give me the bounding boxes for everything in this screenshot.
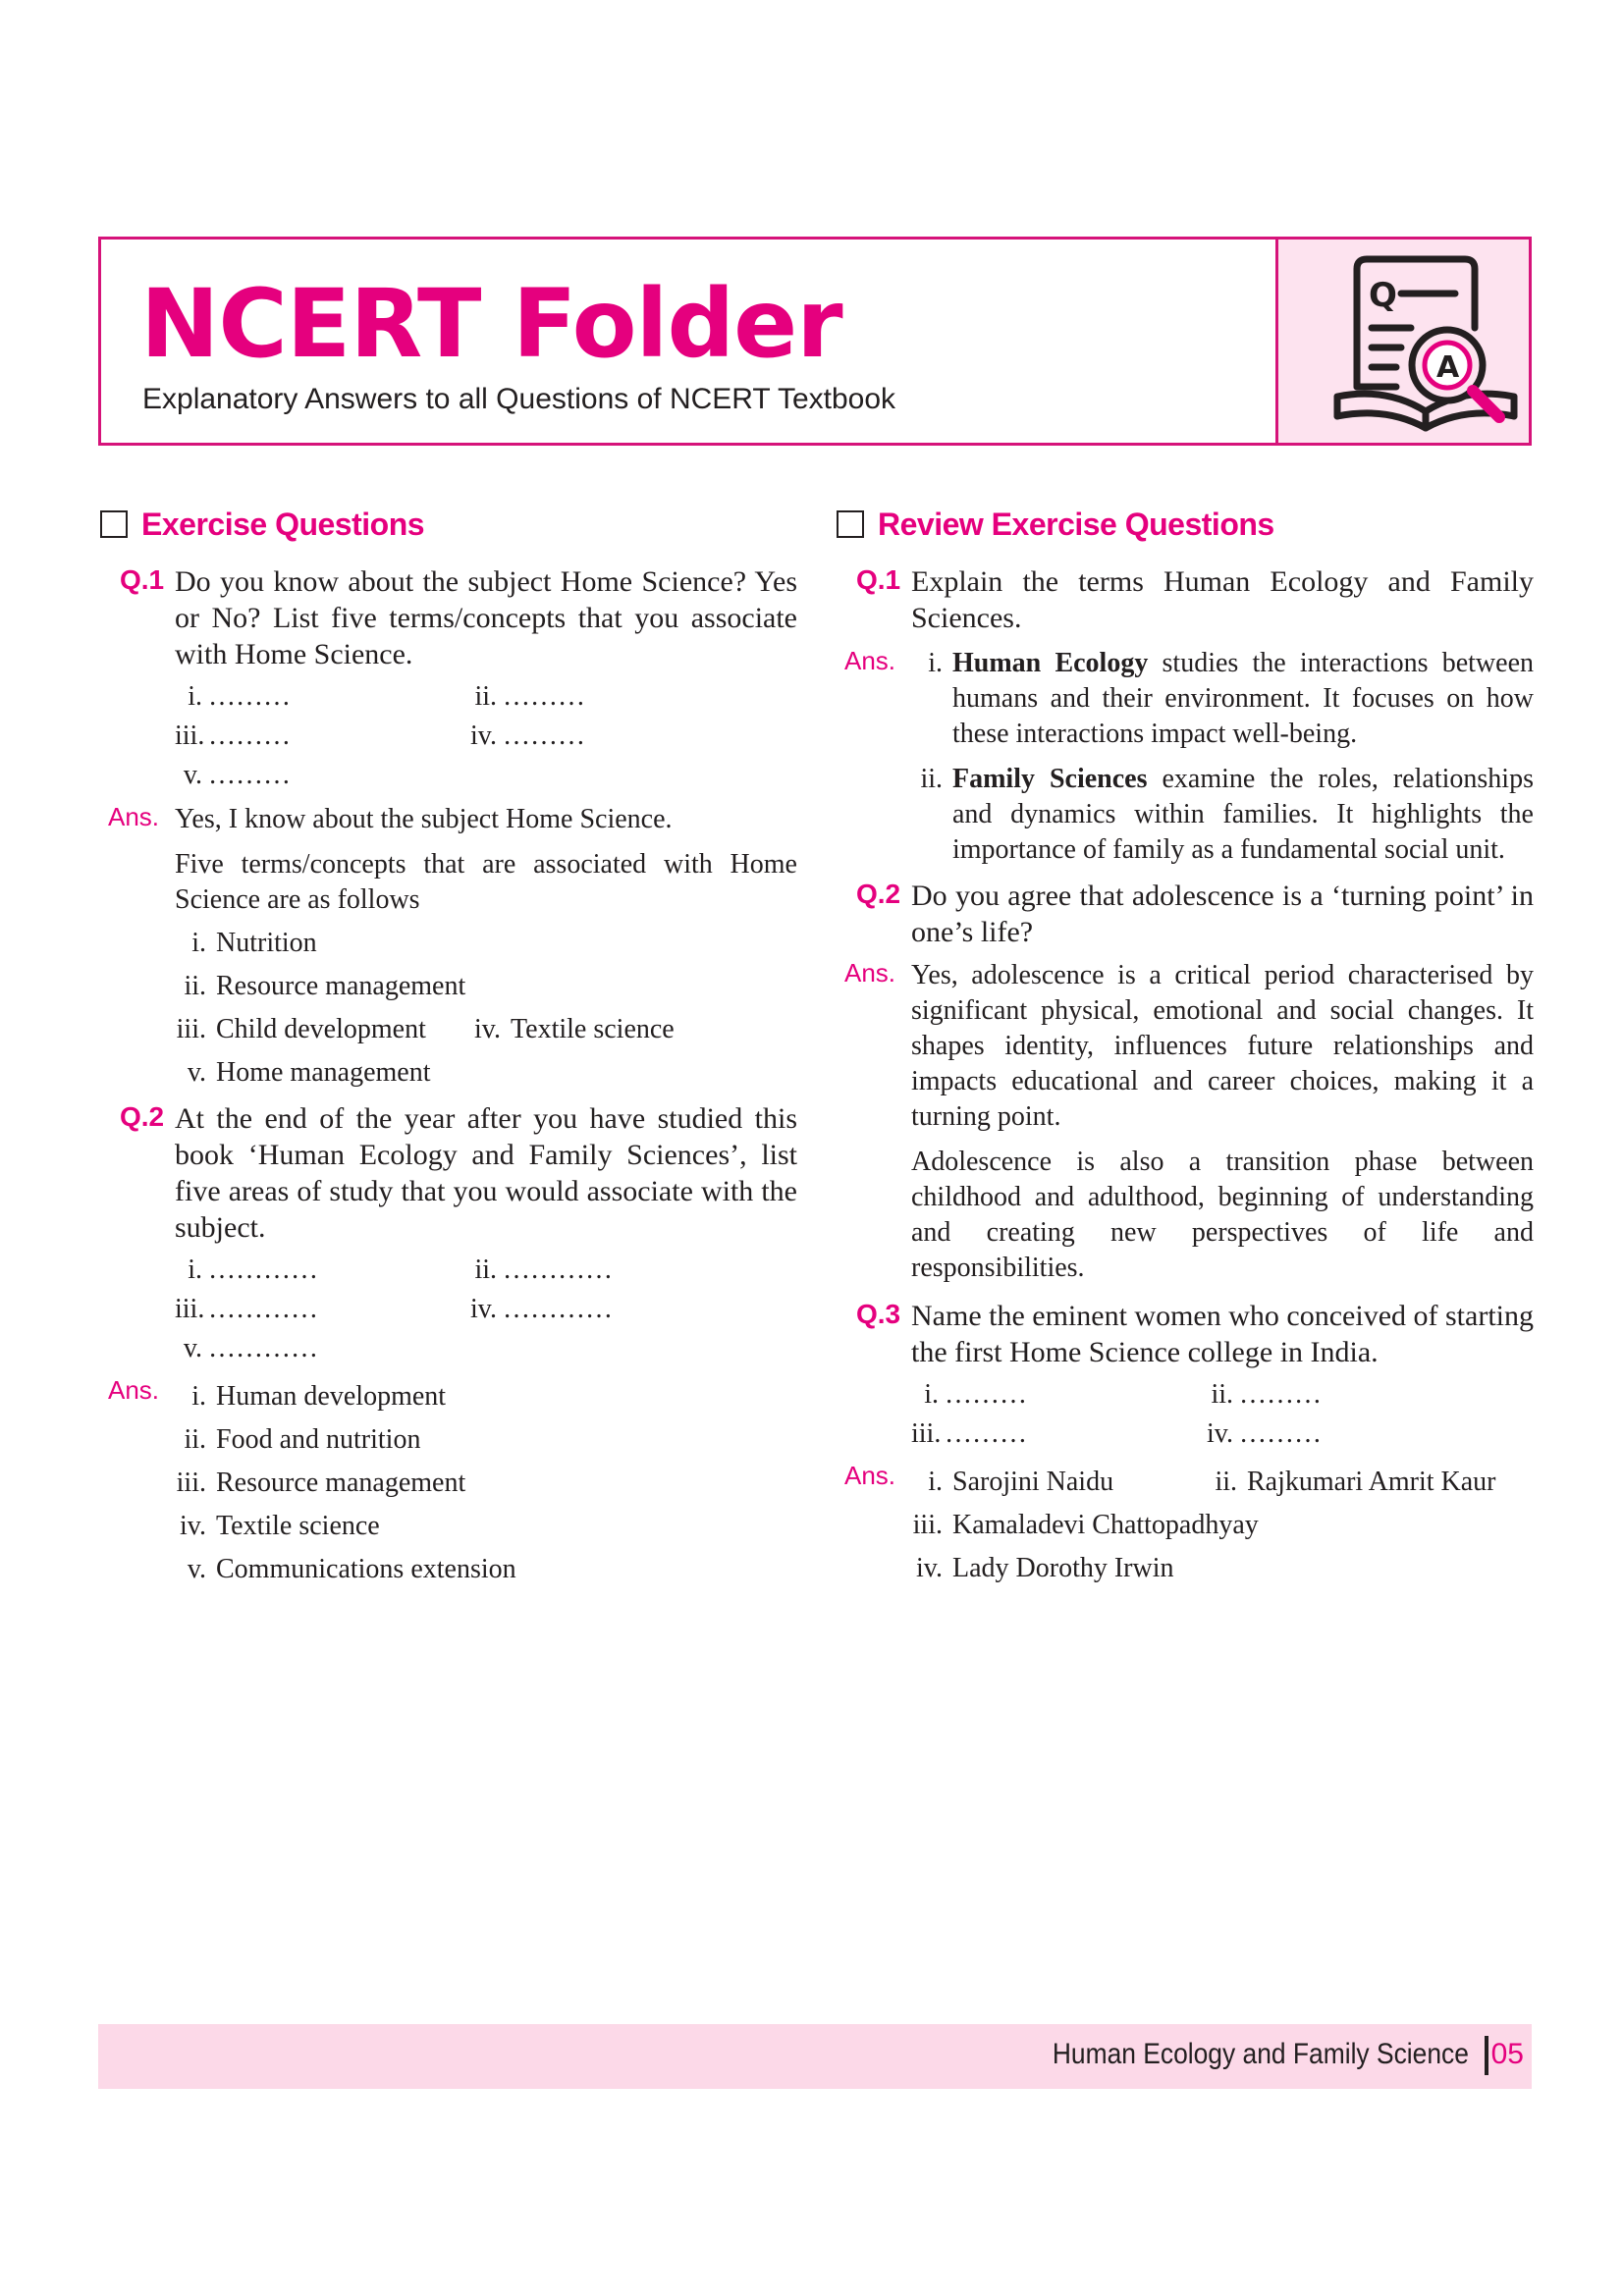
list-item: v. Communications extension bbox=[187, 1554, 516, 1584]
footer-book-title: Human Ecology and Family Science bbox=[1052, 2038, 1469, 2070]
list-item: ii. Resource management bbox=[184, 971, 466, 1001]
list-item: iv. Lady Dorothy Irwin bbox=[916, 1553, 1174, 1583]
list-item: iii. Kamaladevi Chattopadhyay bbox=[912, 1510, 1259, 1540]
header-box bbox=[98, 237, 1532, 446]
blank-item: iii. ……… bbox=[175, 721, 291, 751]
checkbox-square-icon bbox=[837, 510, 864, 538]
review-section-heading bbox=[835, 507, 1534, 550]
review-question-3 bbox=[835, 1298, 1534, 1453]
blank-item: iv. ……… bbox=[1207, 1418, 1322, 1449]
blank-list bbox=[175, 1252, 797, 1367]
list-item: ii. Family Sciences examine the roles, relationships and dynamics within families. It highlights the importance of family as a fundamental social unit. bbox=[920, 764, 1534, 865]
list-item: i. Human Ecology studies the interactions between humans and their environment. It focuses on how these interactions impact well-being. bbox=[928, 648, 1534, 749]
review-question-1 bbox=[835, 563, 1534, 636]
question-1 bbox=[98, 563, 797, 794]
header-icon-cell bbox=[1278, 240, 1529, 443]
answer-label: Ans. bbox=[844, 958, 896, 988]
left-column bbox=[98, 507, 797, 1591]
blank-item: ii. ……… bbox=[1211, 1379, 1322, 1410]
question-text: Do you agree that adolescence is a ‘turning point’ in one’s life? bbox=[911, 880, 1534, 948]
page-number: 05 bbox=[1490, 2038, 1524, 2070]
page-title: NCERT Folder bbox=[140, 269, 842, 379]
answer-label: Ans. bbox=[108, 1375, 160, 1405]
list-item: ii. Food and nutrition bbox=[184, 1424, 421, 1455]
page-footer bbox=[98, 2024, 1532, 2089]
review-answer-3 bbox=[835, 1461, 1534, 1590]
answer-text: Yes, adolescence is a critical period characterised by significant physical, emotional and social changes. It shapes identity, influences future relationships and impacts educational and career choices, making it a turning point. bbox=[911, 960, 1534, 1132]
blank-item: iii. ……… bbox=[911, 1418, 1027, 1449]
right-column bbox=[835, 507, 1534, 1590]
blank-item: i. ………… bbox=[188, 1255, 318, 1285]
list-item: i. Nutrition bbox=[191, 928, 317, 958]
question-text: Do you know about the subject Home Science? Yes or No? List five terms/concepts that you associate with Home Science. bbox=[175, 565, 797, 670]
answer-2 bbox=[98, 1375, 797, 1591]
blank-item: v. ………… bbox=[183, 1333, 318, 1363]
blank-item: i. ……… bbox=[924, 1379, 1027, 1410]
answer-1 bbox=[98, 802, 797, 1095]
blank-item: ii. ……… bbox=[474, 681, 585, 712]
answer-label: Ans. bbox=[844, 1461, 896, 1490]
blank-item: i. ……… bbox=[188, 681, 291, 712]
blank-item: v. ……… bbox=[183, 760, 291, 790]
list-item: i. Human development bbox=[191, 1381, 447, 1412]
svg-text:Q: Q bbox=[1369, 276, 1397, 315]
blank-item: ii. ………… bbox=[474, 1255, 613, 1285]
list-item: iii. Resource management bbox=[176, 1468, 466, 1498]
review-answer-1 bbox=[835, 646, 1534, 868]
question-number: Q.1 bbox=[120, 564, 165, 595]
list-item: iv. Textile science bbox=[180, 1511, 380, 1541]
footer-separator bbox=[1485, 2036, 1488, 2075]
exercise-section-heading bbox=[98, 507, 797, 550]
section-title: Review Exercise Questions bbox=[878, 507, 1274, 542]
answer-label: Ans. bbox=[108, 802, 160, 831]
page-subtitle: Explanatory Answers to all Questions of NCERT Textbook bbox=[142, 383, 896, 415]
question-number: Q.3 bbox=[856, 1299, 901, 1329]
blank-item: iv. ………… bbox=[470, 1294, 613, 1324]
section-title: Exercise Questions bbox=[141, 507, 425, 542]
list-item: v. Home management bbox=[187, 1057, 431, 1088]
answer-text: Adolescence is also a transition phase between childhood and adulthood, beginning of understanding and creating new perspectives of life and responsibilities. bbox=[911, 1147, 1534, 1283]
question-text: Name the eminent women who conceived of starting the first Home Science college in India. bbox=[911, 1300, 1534, 1368]
question-text: At the end of the year after you have studied this book ‘Human Ecology and Family Sciences’, list five areas of study that you would associate with the subject. bbox=[175, 1102, 797, 1244]
question-number: Q.2 bbox=[856, 879, 901, 909]
blank-item: iv. ……… bbox=[470, 721, 585, 751]
review-answer-2 bbox=[835, 958, 1534, 1286]
list-item: iv. Textile science bbox=[474, 1014, 675, 1044]
qa-document-magnifier-icon bbox=[1327, 249, 1524, 436]
answer-label: Ans. bbox=[844, 646, 896, 675]
question-number: Q.1 bbox=[856, 564, 901, 595]
list-item: i. Sarojini Naidu bbox=[928, 1467, 1114, 1497]
answer-text: Yes, I know about the subject Home Science. bbox=[175, 804, 673, 834]
blank-item: iii. ………… bbox=[175, 1294, 318, 1324]
question-2 bbox=[98, 1100, 797, 1367]
blank-list bbox=[911, 1376, 1534, 1453]
list-item: ii. Rajkumari Amrit Kaur bbox=[1215, 1467, 1496, 1497]
review-question-2 bbox=[835, 878, 1534, 950]
question-text: Explain the terms Human Ecology and Family Sciences. bbox=[911, 565, 1534, 634]
checkbox-square-icon bbox=[100, 510, 128, 538]
question-number: Q.2 bbox=[120, 1101, 165, 1132]
blank-list bbox=[175, 678, 797, 794]
svg-text:A: A bbox=[1436, 350, 1460, 385]
answer-text: Five terms/concepts that are associated with Home Science are as follows bbox=[175, 849, 797, 915]
list-item: iii. Child development bbox=[176, 1014, 426, 1044]
